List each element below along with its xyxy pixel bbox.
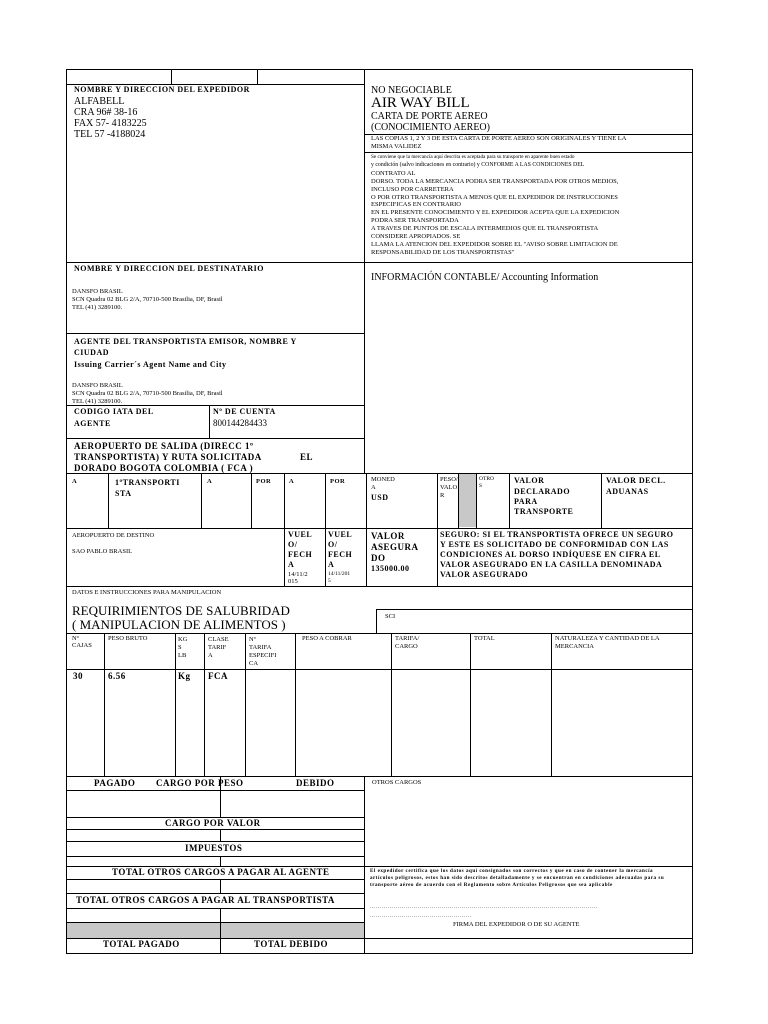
total-debido-label: TOTAL DEBIDO <box>254 939 328 949</box>
col-tarifa-cargo-2: CARGO <box>395 643 418 650</box>
handling-label: DATOS E INSTRUCCIONES PARA MANIPULACION <box>72 589 222 596</box>
account-number-value: 800144284433 <box>213 418 267 428</box>
health-requirement-1: REQUIRIMIENTOS DE SALUBRIDAD <box>72 603 290 618</box>
terms-line: LLAMA LA ATENCION DEL EXPEDIDOR SOBRE EL "AVISO SOBRE LIMITACION DE <box>371 240 618 248</box>
flight-date-1-value-1: 14/11/2 <box>288 571 308 578</box>
certification-2: artículos peligrosos, estos han sido descritos detalladamente y se encuentran en condiciones adecuadas para su <box>370 875 665 881</box>
declared-value-label-1: VALOR <box>514 476 545 485</box>
terms-line: DORSO. TODA LA MERCANCIA PODRA SER TRANSPORTADA POR OTROS MEDIOS, <box>371 177 619 185</box>
flight-date-2-label-4: A <box>328 560 335 569</box>
weight-value-label-3: R <box>440 492 445 499</box>
certification-1: El expedidor certifica que los datos aquí consignados son correctos y que en caso de contener la mercancía <box>370 868 654 874</box>
agent-tel: TEL (41) 3289100. <box>72 398 123 405</box>
agent-header-1: AGENTE DEL TRANSPORTISTA EMISOR, NOMBRE Y <box>74 337 297 346</box>
col-clase-3: A <box>208 652 213 659</box>
total-pagado-label: TOTAL PAGADO <box>103 939 180 949</box>
terms-line: O POR OTRO TRANSPORTISTA A MENOS QUE EL EXPEDIDOR DE INSTRUCCIONES <box>371 193 618 201</box>
insured-value-label-1: VALOR <box>371 531 405 541</box>
col-naturaleza-2: MERCANCIA <box>555 643 595 650</box>
currency-label-1: MONED <box>371 476 395 483</box>
others-label-2: S <box>479 483 483 489</box>
insured-value-label-2: ASEGURA <box>371 542 419 552</box>
agent-header-2: CIUDAD <box>74 348 109 357</box>
signature-label: FIRMA DEL EXPEDIDOR O DE SU AGENTE <box>453 921 580 928</box>
shipper-address: CRA 96# 38-16 <box>74 107 138 118</box>
col-tarifa-4: CA <box>249 660 259 667</box>
terms-line: ESPECIFICAS EN CONTRARIO <box>371 201 461 209</box>
routing-por-2: POR <box>330 478 346 485</box>
col-tarifa-1: Nº <box>249 636 256 643</box>
declared-value-label-2: DECLARADO <box>514 487 571 496</box>
shipper-fax: FAX 57- 4183225 <box>74 118 147 129</box>
flight-date-2-value-2: 5 <box>328 578 331 584</box>
terms-line: CONTRATO AL <box>371 169 416 177</box>
col-kgs-2: S <box>178 644 182 651</box>
copies-note-1: LAS COPIAS 1, 2 Y 3 DE ESTA CARTA DE PORTE AEREO SON ORIGINALES Y TIENE LA <box>371 135 627 142</box>
col-total: TOTAL <box>474 635 495 642</box>
col-kgs-3: LB <box>178 652 187 659</box>
insured-value: 135000.00 <box>371 564 410 573</box>
consignee-address: SCN Quadra 02 BLG 2/A, 70710-500 Brasilia, DF, Brasil <box>72 296 223 303</box>
agent-header-en: Issuing Carrier´s Agent Name and City <box>74 360 227 369</box>
others-label-1: OTRO <box>479 476 494 482</box>
weight-value-label-1: PESO/ <box>440 476 458 483</box>
sci-label: SCI <box>385 613 396 620</box>
col-clase-1: CLASE <box>208 636 229 643</box>
agent-address: SCN Quadra 02 BLG 2/A, 70710-500 Brasilia, DF, Brasil <box>72 390 223 397</box>
departure-airport: DORADO BOGOTA COLOMBIA ( FCA ) <box>74 463 254 473</box>
destination-label: AEROPUERTO DE DESTINO <box>72 532 155 539</box>
flight-date-2-label-1: VUEL <box>328 530 353 539</box>
routing-a-2: A <box>207 478 213 485</box>
terms-line: PODRA SER TRANSPORTADA <box>371 217 459 225</box>
goods-unit: Kg <box>178 671 191 681</box>
col-tarifa-3: ESPECIFI <box>249 652 277 659</box>
flight-date-1-label-1: VUEL <box>288 530 313 539</box>
goods-clase: FCA <box>208 671 228 681</box>
declared-value-label-3: PARA <box>514 497 538 506</box>
insurance-text-1: SEGURO: SI EL TRANSPORTISTA OFRECE UN SEGURO <box>440 530 674 539</box>
col-tarifa-2: TARIFA <box>249 644 272 651</box>
certification-3: transporte aéreo de acuerdo con el Reglamento sobre Artículos Peligrosos que sea aplicable <box>370 882 613 888</box>
total-transportista-label: TOTAL OTROS CARGOS A PAGAR AL TRANSPORTISTA <box>76 895 335 905</box>
insurance-text-3: CONDICIONES AL DORSO INDÍQUESE EN CIFRA EL <box>440 550 661 559</box>
flight-date-2-label-3: FECH <box>328 550 353 559</box>
signature-dots-2: …………………………………………… <box>370 914 472 919</box>
terms-line: y condición (salvo indicaciones en contrario) y CONFORME A LAS CONDICIONES DEL <box>371 161 585 168</box>
consignee-header: NOMBRE Y DIRECCION DEL DESTINATARIO <box>74 264 264 273</box>
awb-subtitle-2: (CONOCIMIENTO AEREO) <box>371 122 490 133</box>
insurance-text-4: VALOR ASEGURADO EN LA CASILLA DENOMINADA <box>440 560 663 569</box>
copies-note-2: MISMA VALIDEZ <box>371 143 422 150</box>
terms-line: INCLUSO POR CARRETERA <box>371 185 454 193</box>
terms-line: RESPONSABILIDAD DE LOS TRANSPORTISTAS" <box>371 248 515 256</box>
terms-line: EN EL PRESENTE CONOCIMIENTO Y EL EXPEDIDOR ACEPTA QUE LA EXPEDICION <box>371 209 620 217</box>
col-naturaleza-1: NATURALEZA Y CANTIDAD DE LA <box>555 635 660 642</box>
flight-date-1-value-2: 015 <box>288 578 298 585</box>
departure-line-1: AEROPUERTO DE SALIDA (DIRECC 1º <box>74 441 254 451</box>
col-peso-cobrar: PESO A COBRAR <box>302 635 352 642</box>
shipper-tel: TEL 57 -4188024 <box>74 129 146 140</box>
declared-value-label-4: TRANSPORTE <box>514 507 574 516</box>
carrier-terms <box>371 154 619 257</box>
insurance-text-2: Y ESTE ES SOLICITADO DE CONFORMIDAD CON LAS <box>440 540 669 549</box>
col-tarifa-cargo-1: TARIFA/ <box>395 635 420 642</box>
terms-line: A TRAVES DE PUNTOS DE ESCALA INTERMEDIOS QUE EL TRANSPORTISTA <box>371 225 599 233</box>
cargo-peso-label: CARGO POR PESO <box>156 778 244 788</box>
consignee-name: DANSFO BRASIL <box>72 288 123 295</box>
departure-line-2: TRANSPORTISTA) Y RUTA SOLICITADA <box>74 452 262 462</box>
awb-title: AIR WAY BILL <box>371 95 470 111</box>
first-carrier-label-2: STA <box>115 489 132 498</box>
shipper-header: NOMBRE Y DIRECCION DEL EXPEDIDOR <box>74 85 250 94</box>
pagado-label: PAGADO <box>94 778 136 788</box>
shipper-name: ALFABELL <box>74 96 125 107</box>
col-kgs-1: KG <box>178 636 188 643</box>
flight-date-1-label-4: A <box>288 560 295 569</box>
debido-label: DEBIDO <box>296 778 335 788</box>
consignee-tel: TEL (41) 3289100. <box>72 304 123 311</box>
signature-dots-1: …………………………………………………………………………………………………… <box>370 905 598 910</box>
currency-label-2: A <box>371 484 376 491</box>
flight-date-1-label-3: FECH <box>288 550 313 559</box>
routing-por-1: POR <box>256 478 272 485</box>
first-carrier-label-1: 1ºTRANSPORTI <box>115 478 180 487</box>
currency-value: USD <box>371 493 389 502</box>
cargo-valor-label: CARGO POR VALOR <box>165 818 261 828</box>
health-requirement-2: ( MANIPULACION DE ALIMENTOS ) <box>72 617 286 632</box>
weight-value-label-2: VALO <box>440 484 458 491</box>
no-negociable-label: NO NEGOCIABLE <box>371 85 452 96</box>
customs-value-label-1: VALOR DECL. <box>606 476 666 485</box>
col-clase-2: TARIF <box>208 644 227 651</box>
agent-name: DANSFO BRASIL <box>72 382 123 389</box>
goods-cajas: 30 <box>73 671 83 681</box>
insured-value-label-3: DO <box>371 553 386 563</box>
account-number-label: Nº DE CUENTA <box>213 407 276 416</box>
routing-a-3: A <box>289 478 295 485</box>
total-agente-label: TOTAL OTROS CARGOS A PAGAR AL AGENTE <box>112 867 330 877</box>
flight-date-2-value-1: 14/11/201 <box>328 571 351 577</box>
col-peso-bruto: PESO BRUTO <box>108 635 148 642</box>
destination-value: SAO PABLO BRASIL <box>72 548 133 555</box>
awb-subtitle-1: CARTA DE PORTE AEREO <box>371 111 488 122</box>
insurance-text-5: VALOR ASEGURADO <box>440 570 529 579</box>
terms-line: Se conviene que la mercancía aquí descrita es aceptada para su transporte en aparente buen estado <box>371 154 575 160</box>
routing-a-1: A <box>72 478 78 485</box>
impuestos-label: IMPUESTOS <box>185 843 243 853</box>
iata-code-label-2: AGENTE <box>74 419 111 428</box>
iata-code-label-1: CODIGO IATA DEL <box>74 407 154 416</box>
col-cajas-1: Nº <box>72 635 79 642</box>
flight-date-2-label-2: O/ <box>328 540 338 549</box>
goods-peso: 6.56 <box>108 671 126 681</box>
terms-line: CONSIDERE APROPIADOS. SE <box>371 233 461 241</box>
customs-value-label-2: ADUANAS <box>606 487 649 496</box>
flight-date-1-label-2: O/ <box>288 540 298 549</box>
accounting-info-label: INFORMACIÓN CONTABLE/ Accounting Information <box>371 272 599 283</box>
otros-cargos-label: OTROS CARGOS <box>372 779 422 786</box>
col-cajas-2: CAJAS <box>72 642 92 649</box>
departure-line-2b: EL <box>300 452 314 462</box>
